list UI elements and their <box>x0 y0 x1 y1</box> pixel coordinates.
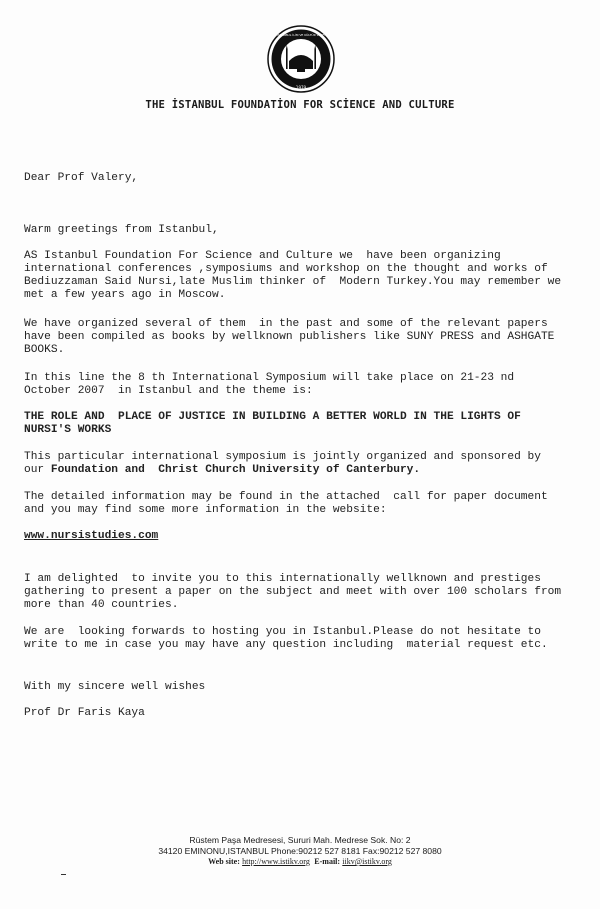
sponsors-text: This particular international symposium is jointly organized and sponsored by our <box>24 451 548 476</box>
paragraph-symposium: In this line the 8 th International Symposium will take place on 21-23 nd October 2007 in Istanbul and the theme is: <box>24 372 521 397</box>
website-label: Web site: <box>208 857 240 866</box>
footer-address-line1: Rüstem Paşa Medresesi, Sururi Mah. Medrese Sok. No: 2 <box>189 835 411 845</box>
footer-email-link[interactable]: iikv@istikv.org <box>342 857 392 866</box>
website-link[interactable]: www.nursistudies.com <box>24 530 159 542</box>
closing: With my sincere well wishes <box>24 681 206 693</box>
svg-text:1979: 1979 <box>295 85 307 90</box>
signature: Prof Dr Faris Kaya <box>24 707 145 719</box>
footer-contact-line <box>0 857 600 866</box>
stray-mark <box>61 874 66 875</box>
paragraph-invitation: I am delighted to invite you to this internationally wellknown and prestiges gathering to present a paper on the subject and meet with over 100 scholars from more than 40 countries. <box>24 573 568 611</box>
paragraph-publications: We have organized several of them in the past and some of the relevant papers have been compiled as books by wellknown publishers like SUNY PRESS and ASHGATE BOOKS. <box>24 318 562 356</box>
symposium-theme: THE ROLE AND PLACE OF JUSTICE IN BUILDING A BETTER WORLD IN THE LIGHTS OF NURSI'S WORKS <box>24 411 528 436</box>
paragraph-hosting: We are looking forwards to hosting you in Istanbul.Please do not hesitate to write to me in case you may have any question including material request etc. <box>24 626 548 651</box>
footer-address-line2: 34120 EMINONU,ISTANBUL Phone:90212 527 8181 Fax:90212 527 8080 <box>158 846 442 856</box>
paragraph-sponsors <box>24 451 564 477</box>
svg-text:İSTANBUL İLİM VE KÜLTÜR VAKFI: İSTANBUL İLİM VE KÜLTÜR VAKFI <box>276 33 326 37</box>
sponsors-bold: Foundation and Christ Church University of Canterbury. <box>50 464 421 476</box>
foundation-title: THE İSTANBUL FOUNDATİON FOR SCİENCE AND CULTURE <box>145 99 455 111</box>
email-label: E-mail: <box>314 857 341 866</box>
paragraph-details: The detailed information may be found in the attached call for paper document and you may find some more information in the website: <box>24 491 555 516</box>
foundation-seal-logo <box>267 25 335 93</box>
salutation: Dear Prof Valery, <box>24 172 139 184</box>
footer-website-link[interactable]: http://www.istikv.org <box>242 857 310 866</box>
paragraph-intro: AS Istanbul Foundation For Science and Culture we have been organizing international conferences ,symposiums and workshop on the thought and works of Bediuzzaman Said Nursi,late Muslim thinker of Modern Turkey.You may remember we met a few years ago in Moscow. <box>24 250 568 301</box>
greeting: Warm greetings from Istanbul, <box>24 224 219 236</box>
